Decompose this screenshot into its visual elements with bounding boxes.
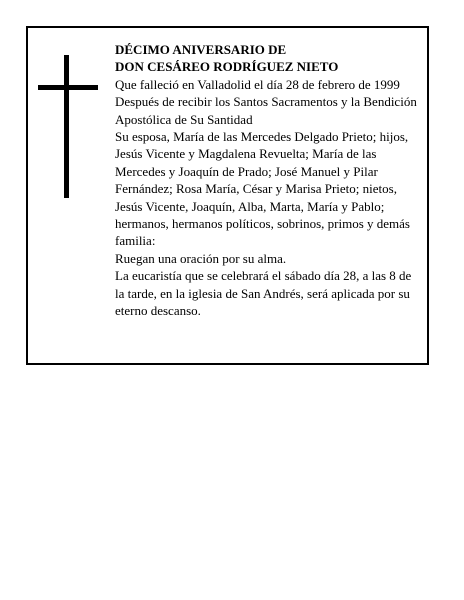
sacraments-line: Después de recibir los Santos Sacramentos y la Bendición Apostólica de Su Santidad: [115, 94, 417, 127]
notice-title-line-1: DÉCIMO ANIVERSARIO DE: [115, 42, 287, 57]
notice-title-line-2: DON CESÁREO RODRÍGUEZ NIETO: [115, 59, 339, 75]
cross-horizontal-bar: [38, 85, 98, 90]
cross-vertical-bar: [64, 55, 69, 198]
prayer-request: Ruegan una oración por su alma.: [115, 250, 287, 266]
mass-details: La eucaristía que se celebrará el sábado día 28, a las 8 de la tarde, en la iglesia de San Andrés, será aplicada por su eterno descanso.: [115, 268, 412, 319]
obituary-notice: [26, 26, 429, 365]
cross-icon: [38, 55, 98, 198]
notice-text: [115, 41, 420, 320]
family-list: Su esposa, María de las Mercedes Delgado Prieto; hijos, Jesús Vicente y Magdalena Revuelta; María de las Mercedes y Joaquín de Prado; José Manuel y Pilar Fernández; Rosa María, César y Marisa Prieto; nietos, Jesús Vicente, Joaquín, Alba, Marta, María y Pablo; hermanos, hermanos políticos, sobrinos, primos y demás familia:: [115, 129, 410, 249]
death-date-line: Que falleció en Valladolid el día 28 de febrero de 1999: [115, 76, 400, 92]
